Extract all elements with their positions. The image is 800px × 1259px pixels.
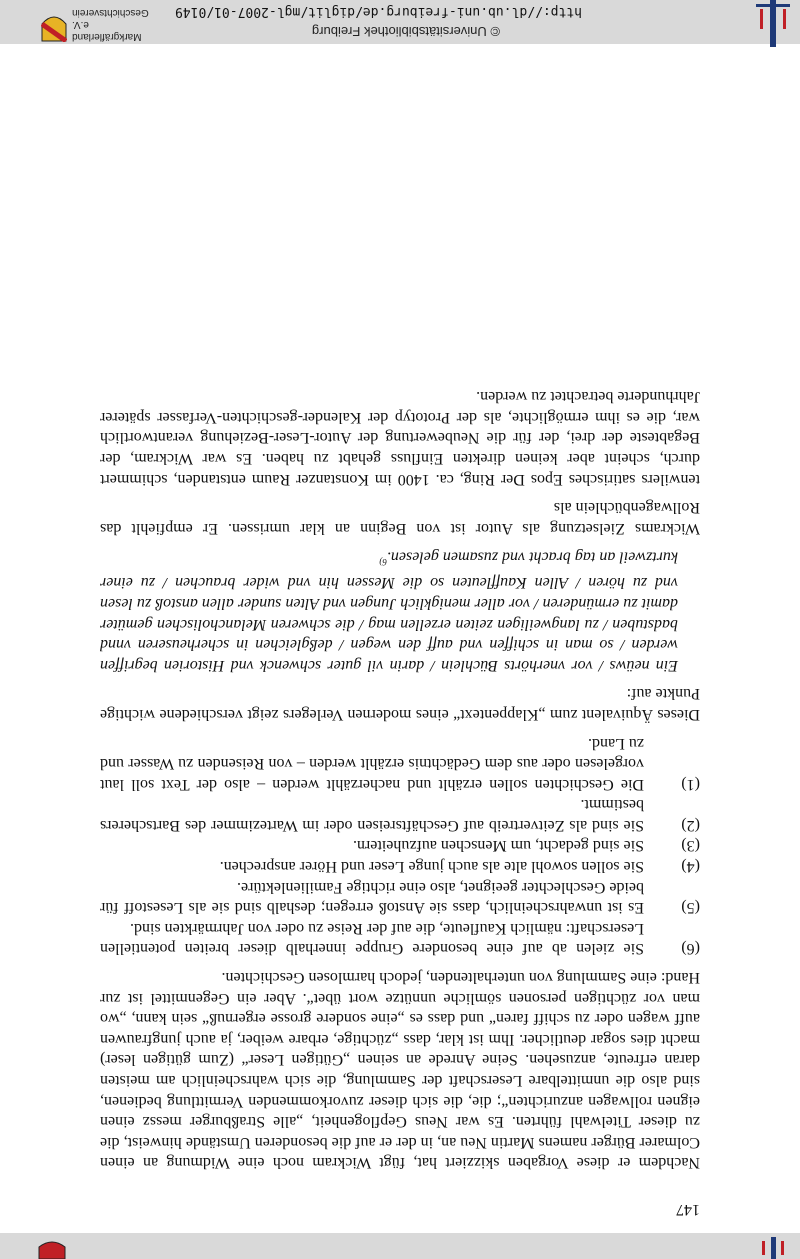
footnote-marker: 6) <box>379 556 387 567</box>
top-toolbar <box>0 1233 800 1259</box>
paragraph-ending: Nachdem er diese Vorgaben skizziert hat, fügt Wickram noch eine Widmung an einen Colmarer Bürger namens Martin Neu an, in der er auf die besonderen Umstände hinweist, die zu dieser Titelwahl führten. Es war Neus Gepflogenheit, „alle Straßburger messz einen eignen rollwagen anzurichten“; die, die sich dieser zuvorkommenden Vermittlung bedienen, sind also die unmittelbare Leserschaft der Sammlung, die sich wahrscheinlich am meisten daran erfreute, anzusehen. Seine Anrede an seinen „Gütigen Leser“ (Zum gütigen leser) macht dies sogar deutlicher. Ihm ist klar, dass „züchtige, erbare weiber, ja auch jungfrauwen auff wagen oder zu schiff faren“ und dass es „eine sondere grosse ergernuß“ sein kann, „wo man vor züchtigen personen sömliche unnütze wort übet“. Aber ein Gegenmittel ist zur Hand: eine Sammlung von unterhaltenden, jedoch harmlosen Geschichten. <box>100 969 700 1172</box>
copyright-text: © Universitätsbibliothek Freiburg <box>311 24 500 39</box>
document-page <box>100 386 700 1219</box>
block-quote: Ein neüws / vor vnerhörts Büchlein / darin vil guter schwenck vnd Historien begriffen werden / so man in schiffen vnd auff den wegen / deßgleichen in scherheuseren vnnd badstuben / zu langweiligen zeiten erzellen mag / die schweren Melancholischen gemüter damit zu ermünderen / vor aller menigklich Jungen vnd Alten sunder allen anstoß zu lesen vnd zu hören / Allen Kauffleuten so die Messen hin vnd wider brauchen / zu einer kurtzweil an tag bracht vnd zusamen gelesen.$^{6)}$ <box>100 548 678 674</box>
society-crest-icon <box>37 1237 67 1259</box>
page-number: 147 <box>676 1201 700 1218</box>
paragraph-opening: tenwilers satirisches Epos Der Ring, ca. 1400 im Konstanzer Raum entstanden, schimmert durch, scheint aber keinen direkten Einfluss gehabt zu haben. Es war Wickram, der Begabteste der drei, der für die Neubewertung der Autor-Leser-Beziehung verantwortlich war, die es ihm ermöglichte, als der Prototyp der Kalender-geschichten-Verfasser späterer Jahrhunderte betrachtet zu werden. <box>100 388 700 488</box>
list-item: (1) Die Geschichten sollen erzählt und nacherzählt werden – also der Text soll laut vorgelesen oder aus dem Gedächtnis erzählt werden – von Reisenden zu Wasser und zu Land. <box>100 734 700 793</box>
list-item: (4) Sie sollen sowohl alte als auch junge Leser und Hörer ansprechen. <box>219 858 700 876</box>
university-logo-icon <box>756 0 790 47</box>
paragraph-klappentext: Dieses Äquivalent zum „Klappentext“ eines modernen Verlegers zeigt verschiedene wichtige Punkte auf: <box>100 685 700 723</box>
source-url-link[interactable]: http://dl.ub.uni-freiburg.de/diglit/mgl-2007-01/0149 <box>175 4 582 19</box>
university-logo-icon <box>756 1237 790 1259</box>
list-item: (6) Sie zielen ab auf eine besondere Gruppe innerhalb dieser breiten potentiellen Leserschaft: nämlich Kaufleute, die auf der Reise zu oder von Jahrmärkten sind. <box>100 919 700 958</box>
list-item: (3) Sie sind gedacht, um Menschen aufzuheitern. <box>352 837 700 855</box>
society-name: Markgräflerland e.V. Geschichtsverein <box>72 7 149 42</box>
list-item: (2) Sie sind als Zeitvertreib auf Geschäftsreisen oder im Wartezimmer des Bartscherers bestimmt. <box>100 796 700 834</box>
point-list <box>100 732 700 959</box>
paragraph-zielsetzung: Wickrams Zielsetzung als Autor ist von Beginn an klar umrissen. Er empfiehlt das Rollwagenbüchlein als <box>100 499 700 537</box>
list-item: (5) Es ist unwahrscheinlich, dass sie Anstoß erregen; deshalb sind sie als Lesestoff für beide Geschlechter geeignet, also eine richtige Familienlektüre. <box>100 878 700 917</box>
society-crest-icon <box>41 10 67 42</box>
